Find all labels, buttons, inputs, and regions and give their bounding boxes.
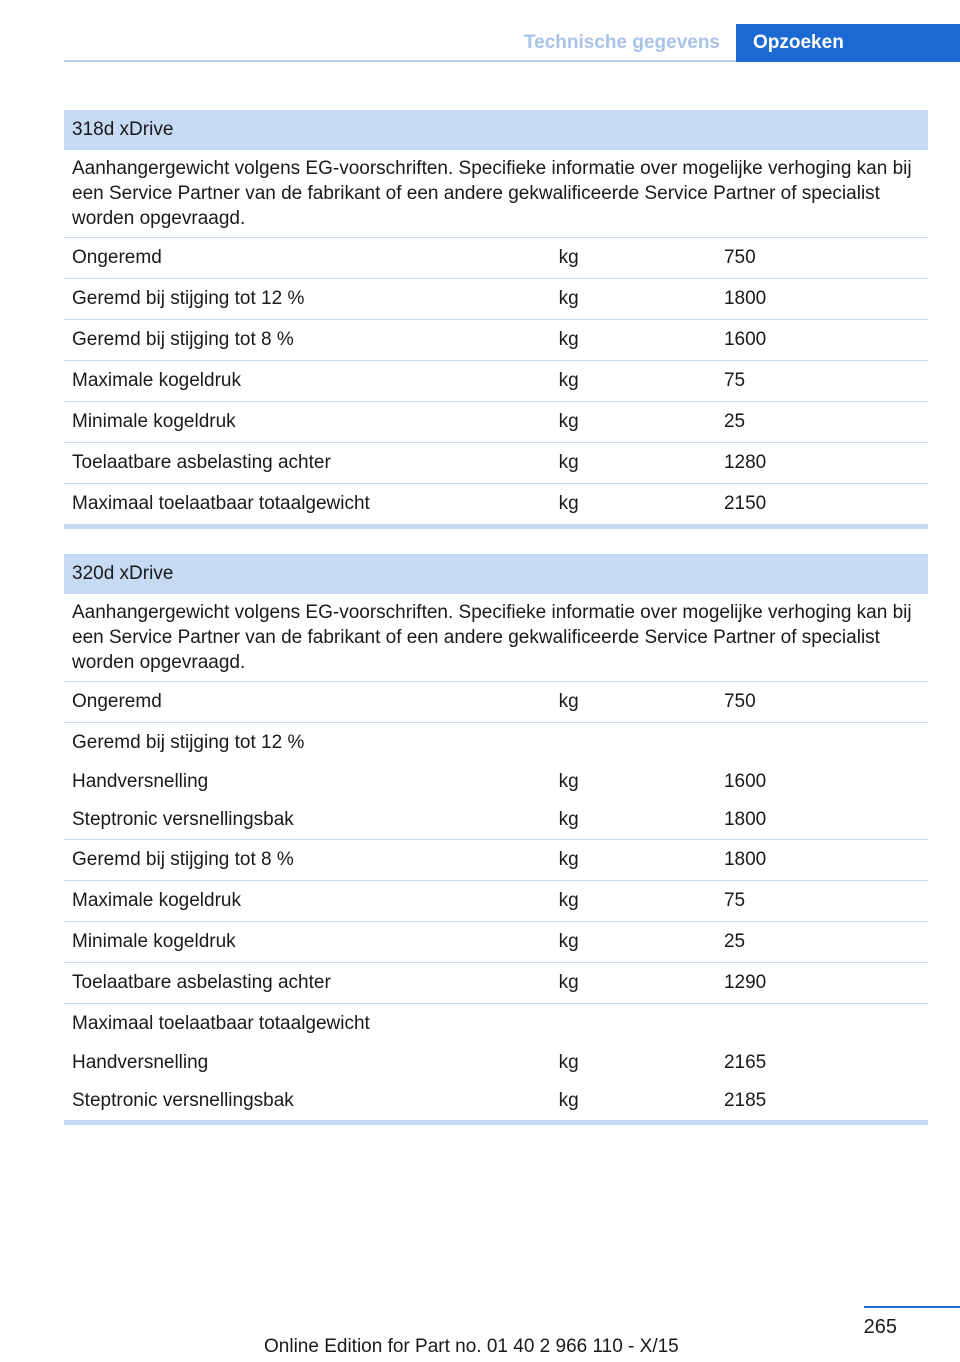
- row-label: Steptronic versnellingsbak: [64, 1082, 551, 1123]
- table-description: Aanhangergewicht volgens EG-voorschriften. Specifieke informatie over mogelijke verhoging kan bij een Service Partner van de fabrikant of een andere gekwalificeerde Service Partner of specialist worden opgevraagd.: [72, 158, 912, 229]
- row-unit: kg: [551, 682, 716, 723]
- table-row: [64, 320, 928, 361]
- row-value: 1800: [716, 279, 928, 320]
- table-title: 320d xDrive: [64, 554, 928, 594]
- row-value: 2150: [716, 484, 928, 527]
- section-title: Technische gegevens: [523, 32, 720, 53]
- row-label: Handversnelling: [72, 1052, 209, 1073]
- table-row: [64, 361, 928, 402]
- row-label: Maximale kogeldruk: [64, 881, 551, 922]
- spec-table-318d: [64, 110, 928, 529]
- tab-opzoeken[interactable]: Opzoeken: [736, 24, 960, 62]
- row-label: Maximale kogeldruk: [64, 361, 551, 402]
- table-row: [64, 963, 928, 1004]
- row-unit: kg: [551, 881, 716, 922]
- row-value: 75: [716, 881, 928, 922]
- table-row: [64, 238, 928, 279]
- row-value: 1290: [716, 963, 928, 1004]
- row-label: Geremd bij stijging tot 8 %: [64, 320, 551, 361]
- row-value: 1800: [716, 840, 928, 881]
- row-label: Maximaal toelaatbaar totaalgewicht: [64, 1004, 551, 1045]
- row-unit: kg: [558, 809, 579, 830]
- row-value: 750: [716, 682, 928, 723]
- row-value: 1600: [723, 771, 767, 792]
- row-value: 1800: [723, 809, 767, 830]
- row-unit: [551, 1004, 716, 1045]
- row-unit: kg: [558, 771, 579, 792]
- row-label: Handversnelling: [72, 771, 209, 792]
- table-row: [64, 922, 928, 963]
- row-unit: kg: [551, 238, 716, 279]
- page-number: 265: [863, 1316, 897, 1338]
- table-row: [64, 881, 928, 922]
- table-row: [64, 723, 928, 764]
- row-value: 2185: [716, 1082, 928, 1123]
- row-value: [716, 1004, 928, 1045]
- row-value: 25: [716, 922, 928, 963]
- row-unit: kg: [551, 320, 716, 361]
- table-row: [64, 443, 928, 484]
- row-unit: kg: [551, 402, 716, 443]
- table-row: [64, 279, 928, 320]
- page-number-rule: [864, 1306, 960, 1308]
- table-title: 318d xDrive: [64, 110, 928, 150]
- row-value: 2165: [723, 1052, 767, 1073]
- table-description-row: [64, 594, 928, 682]
- spec-table-320d: [64, 554, 928, 1125]
- table-title-row: [64, 554, 928, 594]
- row-label: Geremd bij stijging tot 12 %: [64, 279, 551, 320]
- row-label: Minimale kogeldruk: [64, 402, 551, 443]
- row-label: Toelaatbare asbelasting achter: [64, 443, 551, 484]
- row-value: [716, 723, 928, 764]
- row-unit: kg: [551, 361, 716, 402]
- row-unit: kg: [551, 443, 716, 484]
- row-value: 750: [716, 238, 928, 279]
- row-label: Geremd bij stijging tot 12 %: [64, 723, 551, 764]
- row-unit: kg: [551, 279, 716, 320]
- table-row: [64, 1044, 928, 1082]
- table-row: [64, 801, 928, 840]
- row-label: Minimale kogeldruk: [64, 922, 551, 963]
- table-row: [64, 1004, 928, 1045]
- row-label: Steptronic versnellingsbak: [72, 809, 294, 830]
- row-value: 1280: [716, 443, 928, 484]
- table-row: [64, 682, 928, 723]
- row-value: 25: [716, 402, 928, 443]
- row-unit: kg: [551, 1082, 716, 1123]
- row-label: Maximaal toelaatbaar totaalgewicht: [64, 484, 551, 527]
- table-row: [64, 1082, 928, 1123]
- row-unit: kg: [551, 484, 716, 527]
- row-label: Toelaatbare asbelasting achter: [64, 963, 551, 1004]
- table-row: [64, 840, 928, 881]
- table-row: [64, 484, 928, 527]
- table-description-row: [64, 150, 928, 238]
- table-row: [64, 763, 928, 801]
- table-description: Aanhangergewicht volgens EG-voorschriften. Specifieke informatie over mogelijke verhoging kan bij een Service Partner van de fabrikant of een andere gekwalificeerde Service Partner of specialist worden opgevraagd.: [72, 602, 912, 673]
- row-value: 1600: [716, 320, 928, 361]
- table-row: [64, 402, 928, 443]
- edition-footer: Online Edition for Part no. 01 40 2 966 110 - X/15: [264, 1336, 679, 1357]
- row-label: Ongeremd: [64, 682, 551, 723]
- row-unit: [551, 723, 716, 764]
- row-unit: kg: [558, 1052, 579, 1073]
- row-unit: kg: [551, 963, 716, 1004]
- row-label: Ongeremd: [64, 238, 551, 279]
- row-unit: kg: [551, 922, 716, 963]
- row-value: 75: [716, 361, 928, 402]
- table-title-row: [64, 110, 928, 150]
- row-unit: kg: [551, 840, 716, 881]
- row-label: Geremd bij stijging tot 8 %: [64, 840, 551, 881]
